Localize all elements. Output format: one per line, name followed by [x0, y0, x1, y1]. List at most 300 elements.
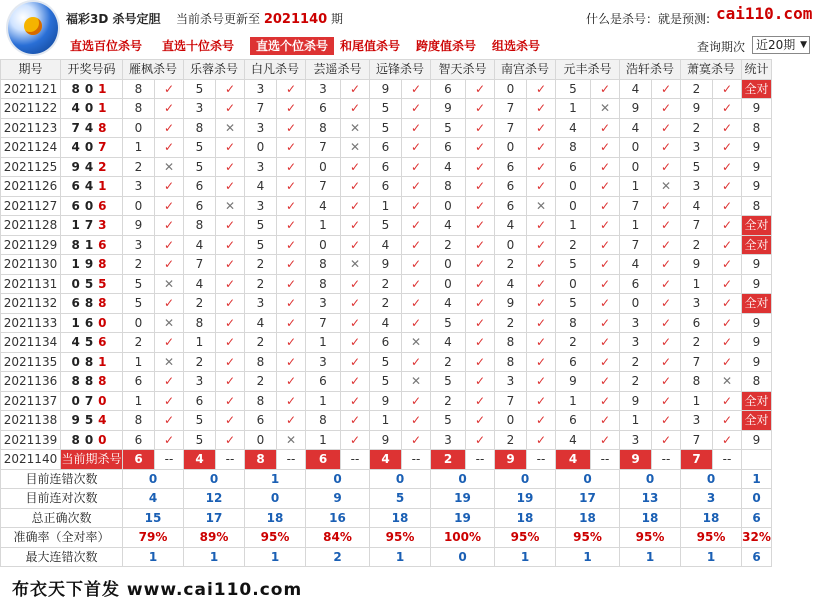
- kill-number: 9: [370, 391, 402, 411]
- col-expert-5: 远锋杀号: [370, 60, 431, 80]
- kill-number: 7: [681, 430, 713, 450]
- check-icon: ✓: [591, 430, 620, 450]
- period-select[interactable]: 近20期 ▼: [752, 36, 810, 54]
- check-icon: ✓: [155, 391, 184, 411]
- check-icon: ✓: [466, 333, 495, 353]
- kill-number: 3: [306, 352, 341, 372]
- current-kill-number: 4: [184, 450, 216, 470]
- check-icon: ✓: [155, 294, 184, 314]
- kill-number: 5: [245, 235, 277, 255]
- kill-number: 1: [556, 391, 591, 411]
- check-icon: ✓: [527, 294, 556, 314]
- kill-number: 4: [370, 235, 402, 255]
- check-icon: ✓: [527, 216, 556, 236]
- check-icon: ✓: [652, 294, 681, 314]
- winning-number: [61, 313, 123, 333]
- summary-row: [1, 469, 772, 489]
- kill-number: 1: [306, 333, 341, 353]
- check-icon: ✓: [277, 274, 306, 294]
- check-icon: ✓: [216, 274, 245, 294]
- tab-6[interactable]: 组选杀号: [492, 39, 541, 53]
- check-icon: ✓: [155, 79, 184, 99]
- winning-number: [61, 333, 123, 353]
- issue-cell: 2021130: [1, 255, 61, 275]
- summary-value: 4: [123, 489, 184, 509]
- kill-number: 2: [123, 255, 155, 275]
- cross-icon: ✕: [341, 118, 370, 138]
- check-icon: ✓: [216, 99, 245, 119]
- check-icon: ✓: [591, 79, 620, 99]
- stat-cell: 8: [742, 196, 772, 216]
- kill-number: 9: [681, 99, 713, 119]
- digit: 1: [98, 81, 112, 96]
- check-icon: ✓: [402, 235, 431, 255]
- kill-number: 8: [184, 118, 216, 138]
- summary-value: 1: [681, 547, 742, 567]
- summary-value: 1: [245, 469, 306, 489]
- summary-value: 18: [681, 508, 742, 528]
- kill-number: 3: [245, 157, 277, 177]
- check-icon: ✓: [652, 99, 681, 119]
- check-icon: ✓: [713, 352, 742, 372]
- current-kill-number: 9: [495, 450, 527, 470]
- site-link[interactable]: cai110.com: [716, 4, 813, 23]
- kill-number: 4: [495, 216, 527, 236]
- check-icon: ✓: [591, 216, 620, 236]
- digit: 8: [98, 374, 112, 389]
- brand-title: 福彩3D 杀号定胆: [66, 12, 161, 26]
- check-icon: ✓: [155, 196, 184, 216]
- summary-value: 19: [495, 489, 556, 509]
- stat-cell: 8: [742, 118, 772, 138]
- check-icon: ✓: [277, 99, 306, 119]
- kill-number: 4: [245, 177, 277, 197]
- col-expert-1: 雁枫杀号: [123, 60, 184, 80]
- digit: 5: [98, 276, 112, 291]
- kill-number: 2: [495, 255, 527, 275]
- summary-value: 1: [556, 547, 620, 567]
- check-icon: ✓: [527, 235, 556, 255]
- summary-value: 0: [245, 489, 306, 509]
- kill-number: 9: [123, 216, 155, 236]
- kill-number: 0: [495, 235, 527, 255]
- pending-mark: --: [341, 450, 370, 470]
- winning-number: [61, 411, 123, 431]
- kill-number: 8: [184, 216, 216, 236]
- check-icon: ✓: [341, 274, 370, 294]
- check-icon: ✓: [652, 255, 681, 275]
- kill-number: 9: [681, 255, 713, 275]
- kill-number: 4: [620, 118, 652, 138]
- table-row: [1, 372, 772, 392]
- digit: 2: [98, 159, 112, 174]
- tab-4[interactable]: 和尾值杀号: [340, 39, 401, 53]
- issue-cell: 2021131: [1, 274, 61, 294]
- kill-number: 3: [306, 79, 341, 99]
- kill-number: 1: [123, 391, 155, 411]
- check-icon: ✓: [466, 138, 495, 158]
- check-icon: ✓: [341, 79, 370, 99]
- kill-number: 2: [431, 235, 466, 255]
- kill-number: 9: [370, 79, 402, 99]
- check-icon: ✓: [591, 255, 620, 275]
- check-icon: ✓: [155, 118, 184, 138]
- col-expert-8: 元丰杀号: [556, 60, 620, 80]
- stat-cell: 全对: [742, 235, 772, 255]
- check-icon: ✓: [591, 411, 620, 431]
- digit: 8: [84, 296, 99, 311]
- check-icon: ✓: [466, 430, 495, 450]
- check-icon: ✓: [402, 352, 431, 372]
- table-row: [1, 313, 772, 333]
- check-icon: ✓: [713, 391, 742, 411]
- check-icon: ✓: [591, 235, 620, 255]
- kill-number: 5: [123, 294, 155, 314]
- kill-number: 1: [123, 352, 155, 372]
- summary-stat: 32%: [742, 528, 772, 548]
- kill-number: 3: [123, 235, 155, 255]
- col-stat: 统计: [742, 60, 772, 80]
- check-icon: ✓: [216, 333, 245, 353]
- table-row: [1, 157, 772, 177]
- summary-stat: 1: [742, 469, 772, 489]
- kill-number: 1: [306, 216, 341, 236]
- summary-value: 95%: [370, 528, 431, 548]
- stat-cell: 9: [742, 177, 772, 197]
- kill-number: 3: [681, 177, 713, 197]
- kill-number: 6: [495, 177, 527, 197]
- check-icon: ✓: [216, 352, 245, 372]
- header: [0, 0, 814, 60]
- summary-value: 18: [495, 508, 556, 528]
- kill-number: 3: [184, 99, 216, 119]
- digit: 4: [84, 120, 99, 135]
- digit: 9: [71, 159, 85, 174]
- check-icon: ✓: [277, 352, 306, 372]
- summary-value: 0: [681, 469, 742, 489]
- check-icon: ✓: [277, 294, 306, 314]
- kill-number: 8: [495, 352, 527, 372]
- digit: 4: [71, 101, 85, 116]
- check-icon: ✓: [277, 177, 306, 197]
- kill-number: 6: [370, 333, 402, 353]
- check-icon: ✓: [341, 216, 370, 236]
- summary-value: 84%: [306, 528, 370, 548]
- summary-value: 0: [184, 469, 245, 489]
- kill-number: 6: [184, 391, 216, 411]
- digit: 7: [84, 393, 99, 408]
- check-icon: ✓: [216, 157, 245, 177]
- check-icon: ✓: [713, 313, 742, 333]
- digit: 0: [84, 198, 99, 213]
- check-icon: ✓: [341, 177, 370, 197]
- kill-number: 6: [123, 372, 155, 392]
- kill-number: 8: [123, 99, 155, 119]
- check-icon: ✓: [713, 177, 742, 197]
- kill-number: 8: [184, 313, 216, 333]
- issue-cell: 2021134: [1, 333, 61, 353]
- kill-number: 2: [245, 333, 277, 353]
- check-icon: ✓: [591, 138, 620, 158]
- issue-cell: 2021127: [1, 196, 61, 216]
- check-icon: ✓: [277, 313, 306, 333]
- kill-number: 7: [306, 138, 341, 158]
- check-icon: ✓: [466, 352, 495, 372]
- check-icon: ✓: [277, 196, 306, 216]
- kill-number: 3: [495, 372, 527, 392]
- kill-number: 1: [123, 138, 155, 158]
- check-icon: ✓: [277, 157, 306, 177]
- tab-3[interactable]: 直选个位杀号: [250, 37, 334, 55]
- kill-number: 3: [306, 294, 341, 314]
- kill-number: 6: [184, 196, 216, 216]
- current-issue: 2021140: [1, 450, 61, 470]
- check-icon: ✓: [155, 138, 184, 158]
- kill-number: 5: [556, 255, 591, 275]
- kill-number: 6: [431, 79, 466, 99]
- check-icon: ✓: [402, 274, 431, 294]
- kill-number: 6: [556, 352, 591, 372]
- check-icon: ✓: [591, 294, 620, 314]
- kill-number: 3: [245, 294, 277, 314]
- kill-number: 0: [495, 79, 527, 99]
- kill-number: 6: [431, 138, 466, 158]
- kill-number: 4: [556, 430, 591, 450]
- winning-number: [61, 118, 123, 138]
- check-icon: ✓: [527, 313, 556, 333]
- table-row: [1, 352, 772, 372]
- summary-value: 3: [681, 489, 742, 509]
- update-suffix: 期: [331, 12, 344, 26]
- check-icon: ✓: [591, 118, 620, 138]
- check-icon: ✓: [155, 255, 184, 275]
- footer-watermark: [0, 575, 814, 600]
- digit: 9: [71, 413, 85, 428]
- cross-icon: ✕: [341, 255, 370, 275]
- digit: 7: [98, 140, 112, 155]
- stat-cell: 9: [742, 274, 772, 294]
- current-row: [1, 450, 772, 470]
- summary-value: 12: [184, 489, 245, 509]
- kill-number: 5: [370, 216, 402, 236]
- check-icon: ✓: [466, 294, 495, 314]
- summary-stat: 0: [742, 489, 772, 509]
- check-icon: ✓: [713, 333, 742, 353]
- digit: 5: [84, 335, 99, 350]
- issue-cell: 2021129: [1, 235, 61, 255]
- kill-number: 4: [245, 313, 277, 333]
- stat-cell: 9: [742, 352, 772, 372]
- kill-number: 9: [556, 372, 591, 392]
- check-icon: ✓: [402, 255, 431, 275]
- stat-cell: 9: [742, 157, 772, 177]
- summary-value: 0: [620, 469, 681, 489]
- kill-number: 3: [620, 313, 652, 333]
- table-row: [1, 333, 772, 353]
- cross-icon: ✕: [216, 118, 245, 138]
- stat-cell: 全对: [742, 216, 772, 236]
- kill-number: 2: [620, 352, 652, 372]
- winning-number: [61, 79, 123, 99]
- digit: 6: [71, 296, 85, 311]
- digit: 7: [84, 218, 99, 233]
- kill-number: 0: [306, 157, 341, 177]
- kill-number: 1: [681, 274, 713, 294]
- check-icon: ✓: [652, 411, 681, 431]
- check-icon: ✓: [277, 216, 306, 236]
- digit: 5: [84, 413, 99, 428]
- winning-number: [61, 177, 123, 197]
- summary-label: 目前连错次数: [1, 469, 123, 489]
- check-icon: ✓: [466, 216, 495, 236]
- check-icon: ✓: [341, 391, 370, 411]
- stat-cell: 9: [742, 255, 772, 275]
- kill-number: 2: [370, 294, 402, 314]
- digit: 7: [71, 120, 85, 135]
- issue-cell: 2021132: [1, 294, 61, 314]
- kill-number: 1: [620, 177, 652, 197]
- summary-value: 16: [306, 508, 370, 528]
- digit: 6: [98, 335, 112, 350]
- digit: 4: [98, 413, 112, 428]
- tab-1[interactable]: 直选百位杀号: [70, 39, 143, 53]
- kill-number: 3: [681, 294, 713, 314]
- current-kill-number: 9: [620, 450, 652, 470]
- check-icon: ✓: [402, 99, 431, 119]
- kill-number: 7: [681, 352, 713, 372]
- kill-number: 3: [123, 177, 155, 197]
- winning-number: [61, 196, 123, 216]
- kill-number: 2: [245, 372, 277, 392]
- col-issue: 期号: [1, 60, 61, 80]
- check-icon: ✓: [591, 157, 620, 177]
- kill-number: 1: [681, 391, 713, 411]
- summary-value: 18: [556, 508, 620, 528]
- digit: 1: [98, 101, 112, 116]
- table-row: [1, 216, 772, 236]
- current-kill-number: 4: [556, 450, 591, 470]
- kill-number: 0: [556, 274, 591, 294]
- summary-value: 1: [245, 547, 306, 567]
- digit: 0: [71, 276, 85, 291]
- kill-number: 7: [245, 99, 277, 119]
- table-row: [1, 430, 772, 450]
- check-icon: ✓: [527, 391, 556, 411]
- check-icon: ✓: [713, 79, 742, 99]
- kill-number: 2: [245, 255, 277, 275]
- kill-number: 4: [431, 157, 466, 177]
- kill-number: 5: [431, 313, 466, 333]
- kill-number: 7: [620, 196, 652, 216]
- kill-number: 0: [495, 138, 527, 158]
- kill-number: 6: [184, 177, 216, 197]
- check-icon: ✓: [713, 138, 742, 158]
- col-expert-9: 浩轩杀号: [620, 60, 681, 80]
- kill-number: 8: [123, 79, 155, 99]
- check-icon: ✓: [713, 294, 742, 314]
- kill-number: 9: [431, 99, 466, 119]
- check-icon: ✓: [155, 216, 184, 236]
- issue-cell: 2021135: [1, 352, 61, 372]
- digit: 8: [71, 81, 85, 96]
- check-icon: ✓: [713, 118, 742, 138]
- check-icon: ✓: [277, 79, 306, 99]
- kill-number: 6: [245, 411, 277, 431]
- kill-number: 5: [184, 430, 216, 450]
- pending-mark: --: [216, 450, 245, 470]
- winning-number: [61, 274, 123, 294]
- kill-number: 1: [556, 99, 591, 119]
- col-expert-4: 芸遥杀号: [306, 60, 370, 80]
- check-icon: ✓: [155, 99, 184, 119]
- digit: 0: [84, 140, 99, 155]
- current-kill-button[interactable]: 当前期杀号: [61, 450, 123, 470]
- check-icon: ✓: [527, 333, 556, 353]
- check-icon: ✓: [402, 216, 431, 236]
- check-icon: ✓: [713, 411, 742, 431]
- digit: 8: [71, 432, 85, 447]
- kill-number: 6: [495, 157, 527, 177]
- summary-value: 95%: [495, 528, 556, 548]
- digit: 8: [84, 354, 99, 369]
- check-icon: ✓: [341, 99, 370, 119]
- check-icon: ✓: [402, 196, 431, 216]
- kill-number: 4: [620, 79, 652, 99]
- summary-row: [1, 547, 772, 567]
- check-icon: ✓: [341, 294, 370, 314]
- check-icon: ✓: [155, 177, 184, 197]
- stat-cell: 9: [742, 313, 772, 333]
- kill-number: 3: [245, 196, 277, 216]
- tab-2[interactable]: 直选十位杀号: [162, 39, 235, 53]
- issue-cell: 2021123: [1, 118, 61, 138]
- winning-number: [61, 157, 123, 177]
- kill-number: 8: [306, 274, 341, 294]
- kill-number: 8: [556, 138, 591, 158]
- lottery-logo-icon: [8, 2, 58, 54]
- table-row: [1, 177, 772, 197]
- kill-number: 6: [370, 157, 402, 177]
- check-icon: ✓: [527, 157, 556, 177]
- table-row: [1, 235, 772, 255]
- kill-number: 2: [370, 274, 402, 294]
- check-icon: ✓: [652, 118, 681, 138]
- kill-number: 6: [556, 411, 591, 431]
- summary-value: 9: [306, 489, 370, 509]
- cross-icon: ✕: [652, 177, 681, 197]
- kill-number: 3: [245, 118, 277, 138]
- check-icon: ✓: [652, 391, 681, 411]
- col-expert-10: 萧寞杀号: [681, 60, 742, 80]
- check-icon: ✓: [341, 333, 370, 353]
- kill-number: 6: [306, 372, 341, 392]
- kill-number: 7: [495, 118, 527, 138]
- check-icon: ✓: [216, 138, 245, 158]
- check-icon: ✓: [402, 313, 431, 333]
- digit: 1: [84, 237, 99, 252]
- cross-icon: ✕: [155, 313, 184, 333]
- kill-number: 0: [431, 196, 466, 216]
- cross-icon: ✕: [155, 352, 184, 372]
- tab-5[interactable]: 跨度值杀号: [416, 39, 477, 53]
- summary-value: 95%: [620, 528, 681, 548]
- check-icon: ✓: [591, 274, 620, 294]
- winning-number: [61, 99, 123, 119]
- digit: 6: [98, 198, 112, 213]
- summary-row: [1, 528, 772, 548]
- check-icon: ✓: [277, 372, 306, 392]
- kill-number: 1: [370, 196, 402, 216]
